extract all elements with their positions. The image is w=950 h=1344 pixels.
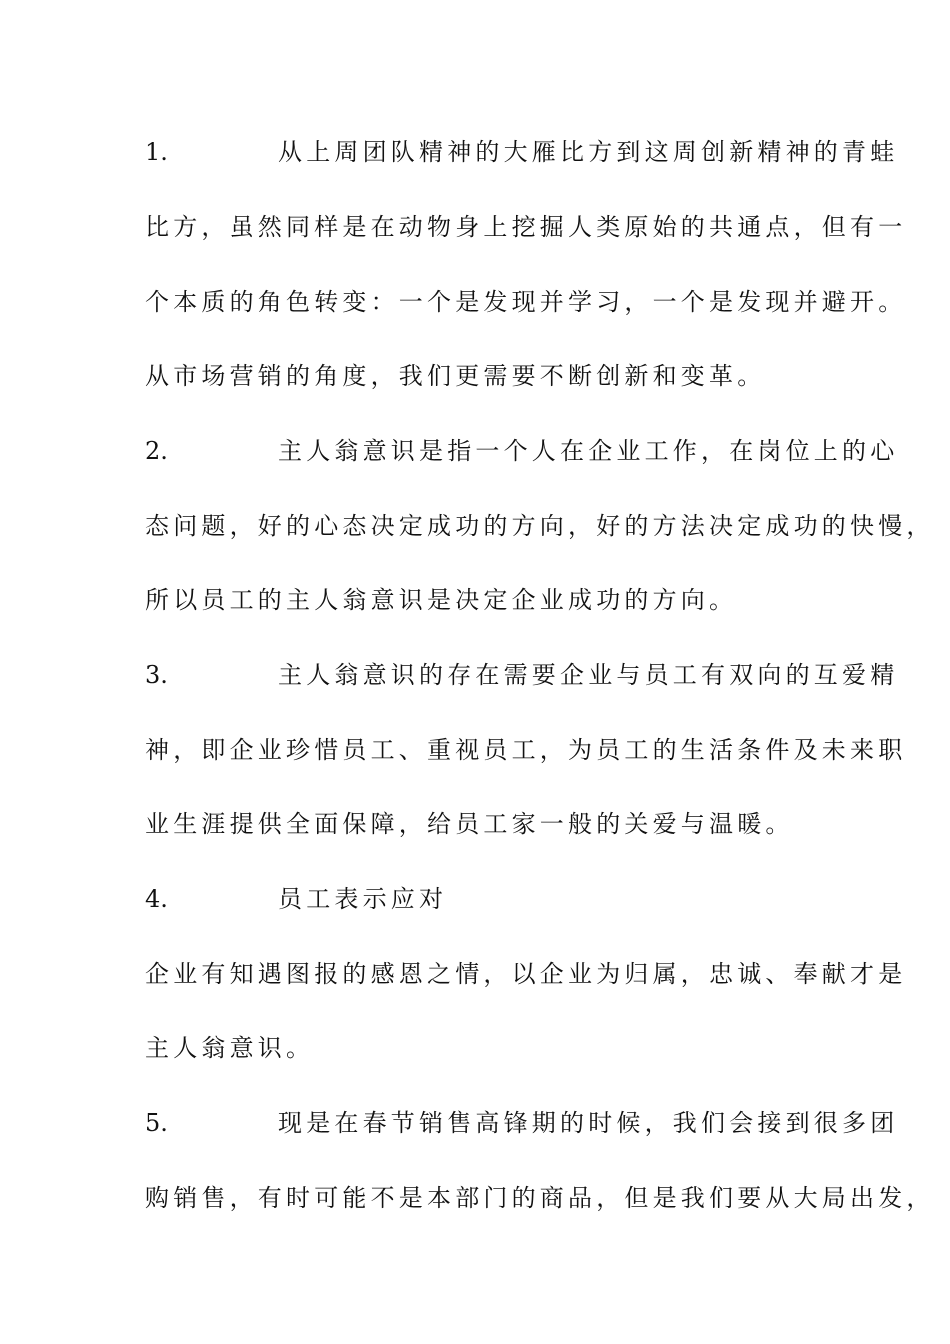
paragraph-3-line-1: [145, 660, 898, 690]
paragraph-1-line-2: [145, 212, 906, 242]
line-text: 主人翁意识的存在需要企业与员工有双向的互爱精: [278, 661, 899, 689]
paragraph-4-line-3: [145, 1033, 314, 1063]
line-text: 所以员工的主人翁意识是决定企业成功的方向。: [145, 586, 738, 614]
paragraph-5-line-1: [145, 1108, 898, 1138]
line-text: 主人翁意识。: [145, 1034, 315, 1062]
line-text: 员工表示应对: [278, 885, 448, 913]
paragraph-1-line-4: [145, 361, 765, 391]
paragraph-1-line-3: [145, 287, 906, 317]
line-text: 神，即企业珍惜员工、重视员工，为员工的生活条件及未来职: [145, 736, 907, 764]
paragraph-1-line-1: [145, 137, 898, 167]
line-text: 态问题，好的心态决定成功的方向，好的方法决定成功的快慢，: [145, 512, 935, 540]
list-number-3: 3.: [145, 661, 168, 689]
paragraph-5-line-2: [145, 1183, 935, 1213]
line-text: 业生涯提供全面保障，给员工家一般的关爱与温暖。: [145, 810, 794, 838]
paragraph-3-line-2: [145, 735, 906, 765]
paragraph-4-line-2: [145, 959, 906, 989]
line-text: 个本质的角色转变：一个是发现并学习，一个是发现并避开。: [145, 288, 907, 316]
list-number-1: 1.: [145, 138, 168, 166]
paragraph-2-line-3: [145, 585, 737, 615]
paragraph-3-line-3: [145, 809, 794, 839]
line-text: 主人翁意识是指一个人在企业工作，在岗位上的心: [278, 437, 899, 465]
list-number-2: 2.: [145, 437, 168, 465]
line-text: 购销售，有时可能不是本部门的商品，但是我们要从大局出发，: [145, 1184, 935, 1212]
line-text: 现是在春节销售高锋期的时候，我们会接到很多团: [278, 1109, 899, 1137]
line-text: 从上周团队精神的大雁比方到这周创新精神的青蛙: [278, 138, 899, 166]
line-text: 企业有知遇图报的感恩之情，以企业为归属，忠诚、奉献才是: [145, 960, 907, 988]
paragraph-4-line-1: [145, 884, 447, 914]
list-number-5: 5.: [145, 1109, 168, 1137]
list-number-4: 4.: [145, 885, 168, 913]
line-text: 比方，虽然同样是在动物身上挖掘人类原始的共通点，但有一: [145, 213, 907, 241]
paragraph-2-line-2: [145, 511, 935, 541]
line-text: 从市场营销的角度，我们更需要不断创新和变革。: [145, 362, 766, 390]
paragraph-2-line-1: [145, 436, 898, 466]
